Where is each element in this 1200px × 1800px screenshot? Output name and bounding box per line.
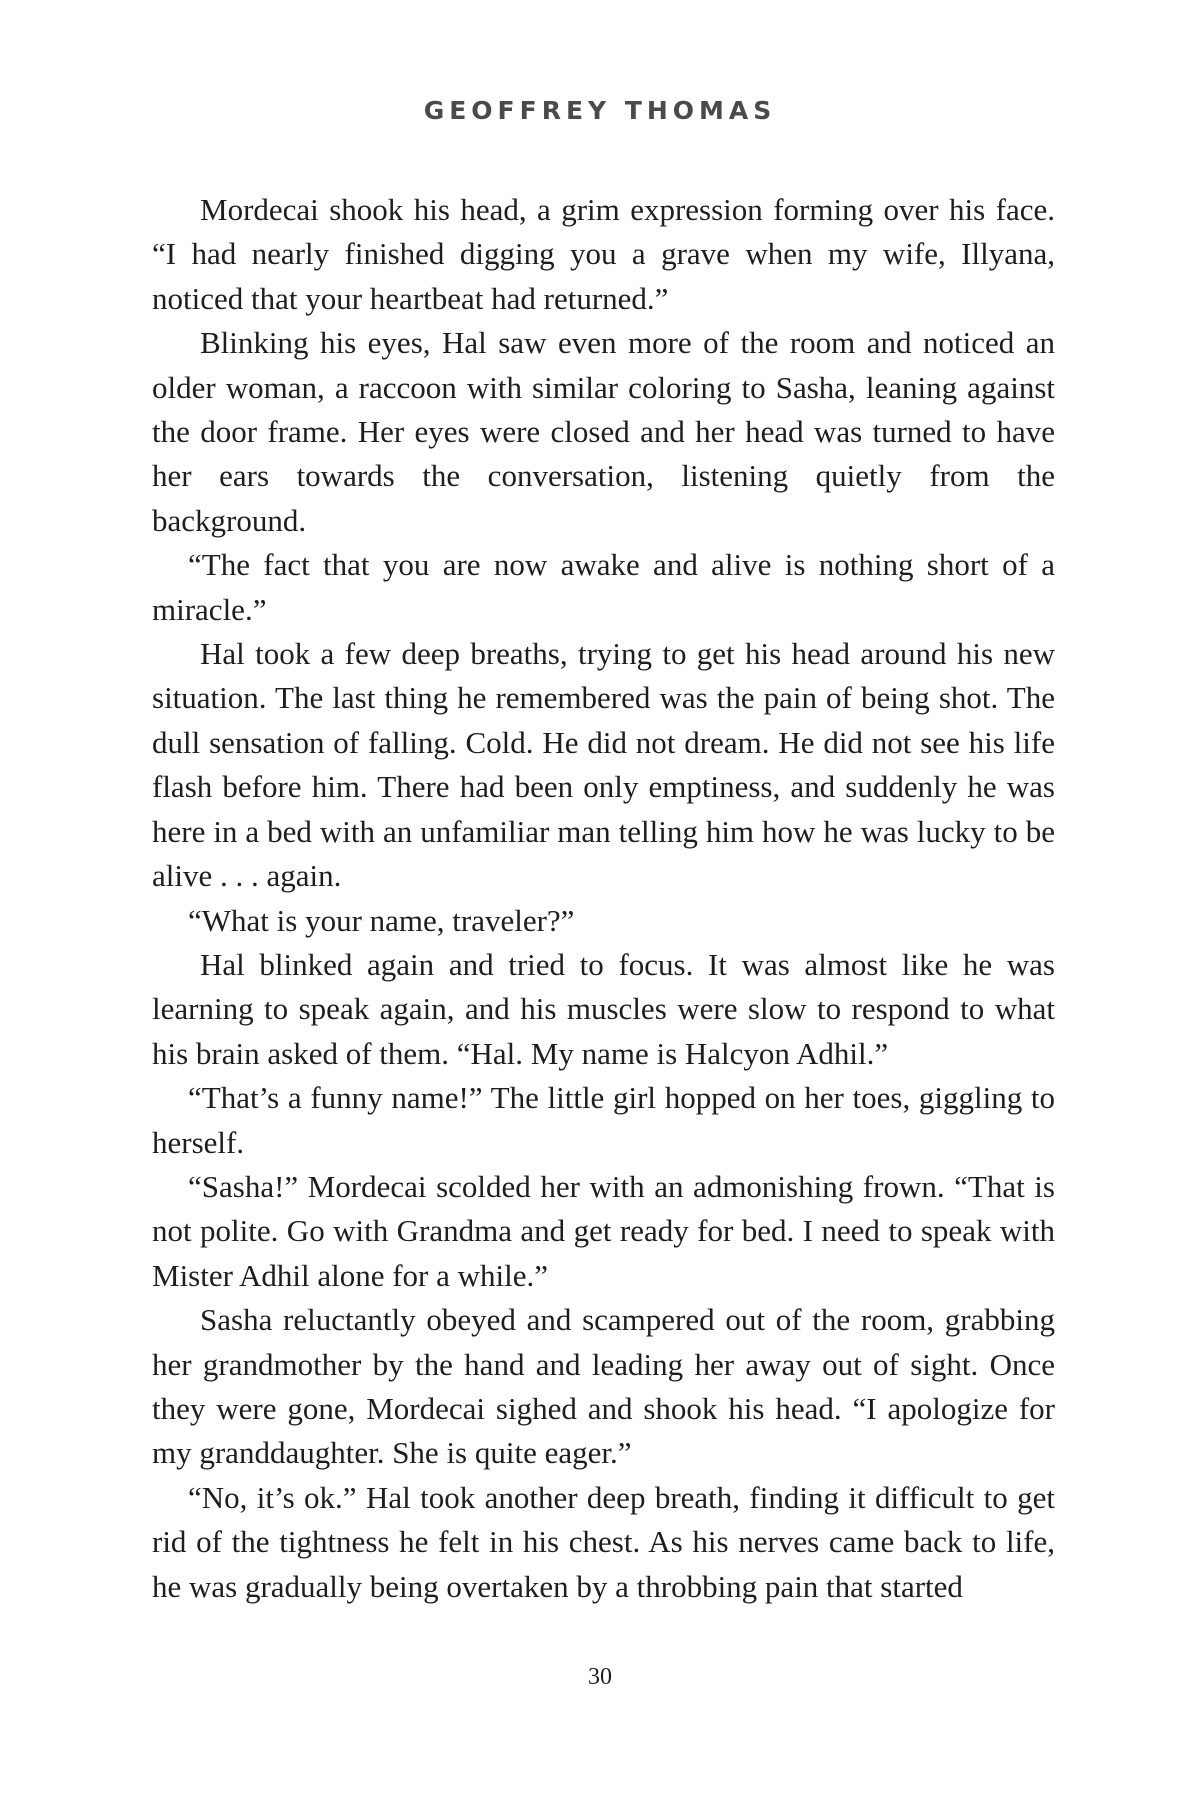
paragraph: “The fact that you are now awake and alive is nothing short of a miracle.” — [152, 547, 1055, 627]
paragraph: Hal blinked again and tried to focus. It was almost like he was learning to speak again, and his muscles were slow to respond to what his brain asked of them. “Hal. My name is Halcyon Adhil.” — [152, 946, 1055, 1071]
paragraph: Mordecai shook his head, a grim expression forming over his face. “I had nearly finished digging you a grave when my wife, Illyana, noticed that your heartbeat had returned.” — [152, 192, 1055, 316]
page-number: 30 — [588, 1664, 612, 1690]
paragraph: “No, it’s ok.” Hal took another deep breath, finding it difficult to get rid of the tightness he felt in his chest. As his nerves came back to life, he was gradually being overtaken by a throbbing pain that started — [152, 1479, 1055, 1604]
paragraph: Hal took a few deep breaths, trying to get his head around his new situation. The last thing he remembered was the pain of being shot. The dull sensation of falling. Cold. He did not dream. He did not see his life flash before him. There had been only emptiness, and suddenly he was here in a bed with an unfamiliar man telling him how he was lucky to be alive . . . again. — [152, 636, 1055, 894]
paragraph: Sasha reluctantly obeyed and scampered out of the room, grabbing her grandmother by the hand and leading her away out of sight. Once they were gone, Mordecai sighed and shook his head. “I apologize for my granddaughter. She is quite eager.” — [152, 1302, 1055, 1471]
paragraph: “Sasha!” Mordecai scolded her with an admonishing frown. “That is not polite. Go with Grandma and get ready for bed. I need to speak with Mister Adhil alone for a while.” — [152, 1168, 1055, 1293]
paragraph: Blinking his eyes, Hal saw even more of the room and noticed an older woman, a raccoon with similar coloring to Sasha, leaning against the door frame. Her eyes were closed and her head was turned to have her ears towards the conversation, listening quietly from the background. — [152, 325, 1055, 538]
body-text — [152, 188, 1055, 1609]
running-head: GEOFFREY THOMAS — [423, 96, 777, 125]
paragraph: “That’s a funny name!” The little girl hopped on her toes, giggling to herself. — [152, 1080, 1055, 1160]
paragraph: “What is your name, traveler?” — [188, 902, 575, 938]
